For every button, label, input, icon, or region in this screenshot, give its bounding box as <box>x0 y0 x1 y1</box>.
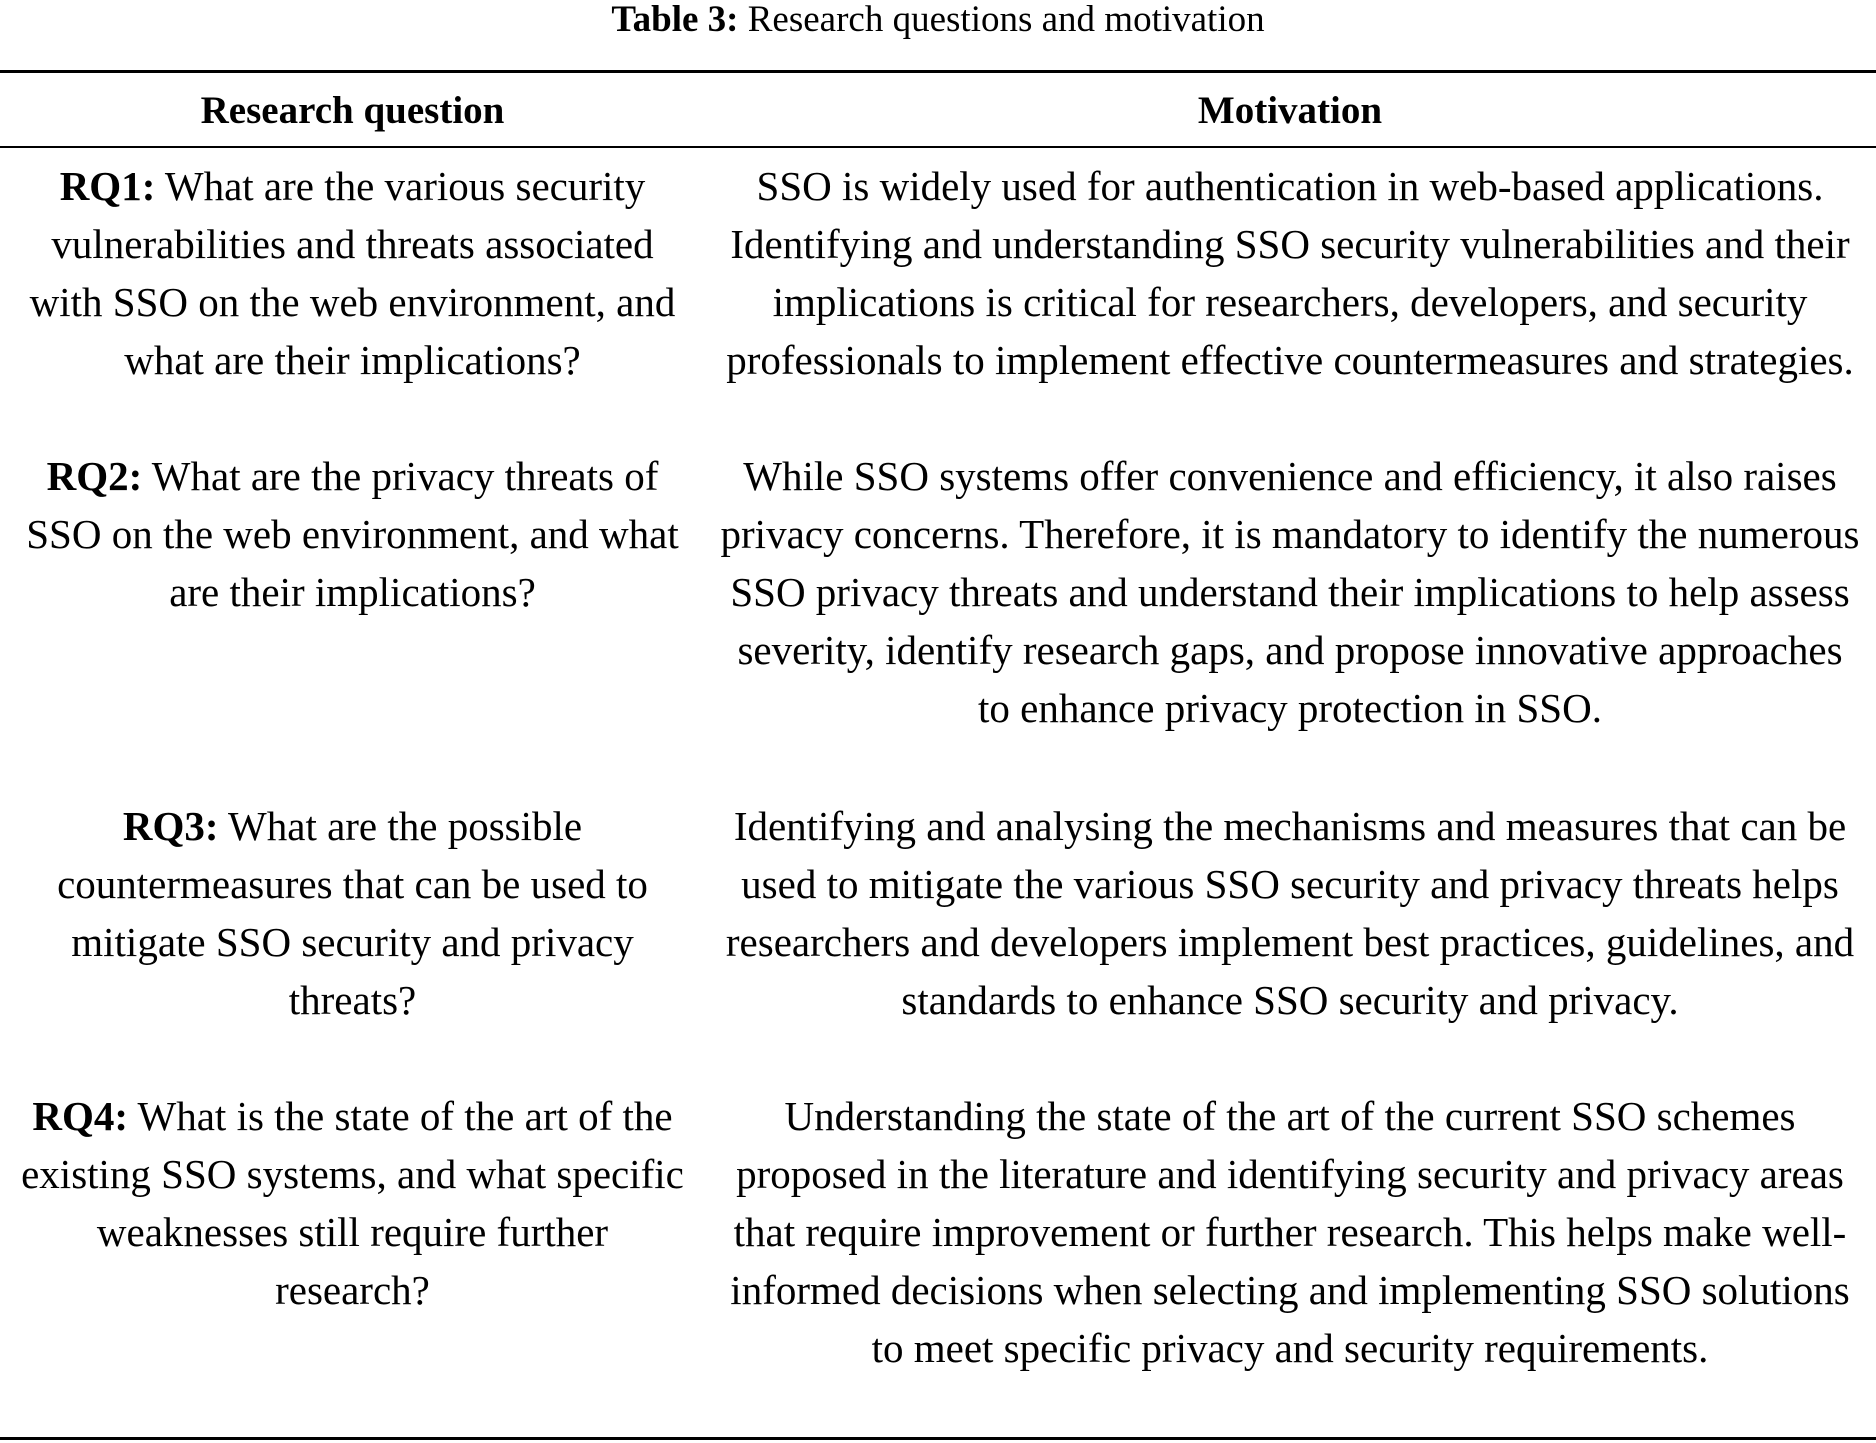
rq2-question-text: What are the privacy threats of SSO on the web environment, and what are their implications? <box>26 453 679 615</box>
rq1-question-cell <box>20 157 685 389</box>
rq1-label: RQ1: <box>59 163 156 209</box>
rq2-question-cell <box>20 447 685 621</box>
rq1-motivation-cell: SSO is widely used for authentication in web-based applications. Identifying and understanding SSO security vulnerabilities and their implications is critical for researchers, developers, and security professionals to implement effective countermeasures and strategies. <box>726 163 1854 383</box>
rq4-question-cell <box>20 1087 685 1319</box>
column-header-motivation: Motivation <box>1197 89 1383 132</box>
rq2-motivation-cell: While SSO systems offer convenience and efficiency, it also raises privacy concerns. Therefore, it is mandatory to identify the numerous SSO privacy threats and understand their implications to help assess severity, identify research gaps, and propose innovative approaches to enhance privacy protection in SSO. <box>720 453 1860 731</box>
table-bottom-rule <box>0 1437 1876 1440</box>
rq3-motivation-cell: Identifying and analysing the mechanisms and measures that can be used to mitigate the various SSO security and privacy threats helps researchers and developers implement best practices, guidelines, and standards to enhance SSO security and privacy. <box>725 803 1855 1023</box>
rq3-question-cell <box>20 797 685 1029</box>
table-caption-label: Table 3: <box>611 0 739 40</box>
table-caption <box>0 0 1876 40</box>
rq4-question-text: What is the state of the art of the existing SSO systems, and what specific weaknesses still require further research? <box>21 1093 684 1313</box>
rq4-motivation-cell: Understanding the state of the art of the current SSO schemes proposed in the literature and identifying security and privacy areas that require improvement or further research. This helps make well-informed decisions when selecting and implementing SSO solutions to meet specific privacy and security requirements. <box>730 1093 1850 1371</box>
table-caption-text: Research questions and motivation <box>747 0 1265 40</box>
table-top-rule <box>0 70 1876 73</box>
column-header-research-question: Research question <box>200 89 505 132</box>
table-header-rule <box>0 146 1876 148</box>
rq3-question-text: What are the possible countermeasures that can be used to mitigate SSO security and privacy threats? <box>57 803 648 1023</box>
rq3-label: RQ3: <box>122 803 219 849</box>
rq4-label: RQ4: <box>32 1093 129 1139</box>
rq1-question-text: What are the various security vulnerabilities and threats associated with SSO on the web environment, and what are their implications? <box>29 163 676 383</box>
rq2-label: RQ2: <box>46 453 143 499</box>
